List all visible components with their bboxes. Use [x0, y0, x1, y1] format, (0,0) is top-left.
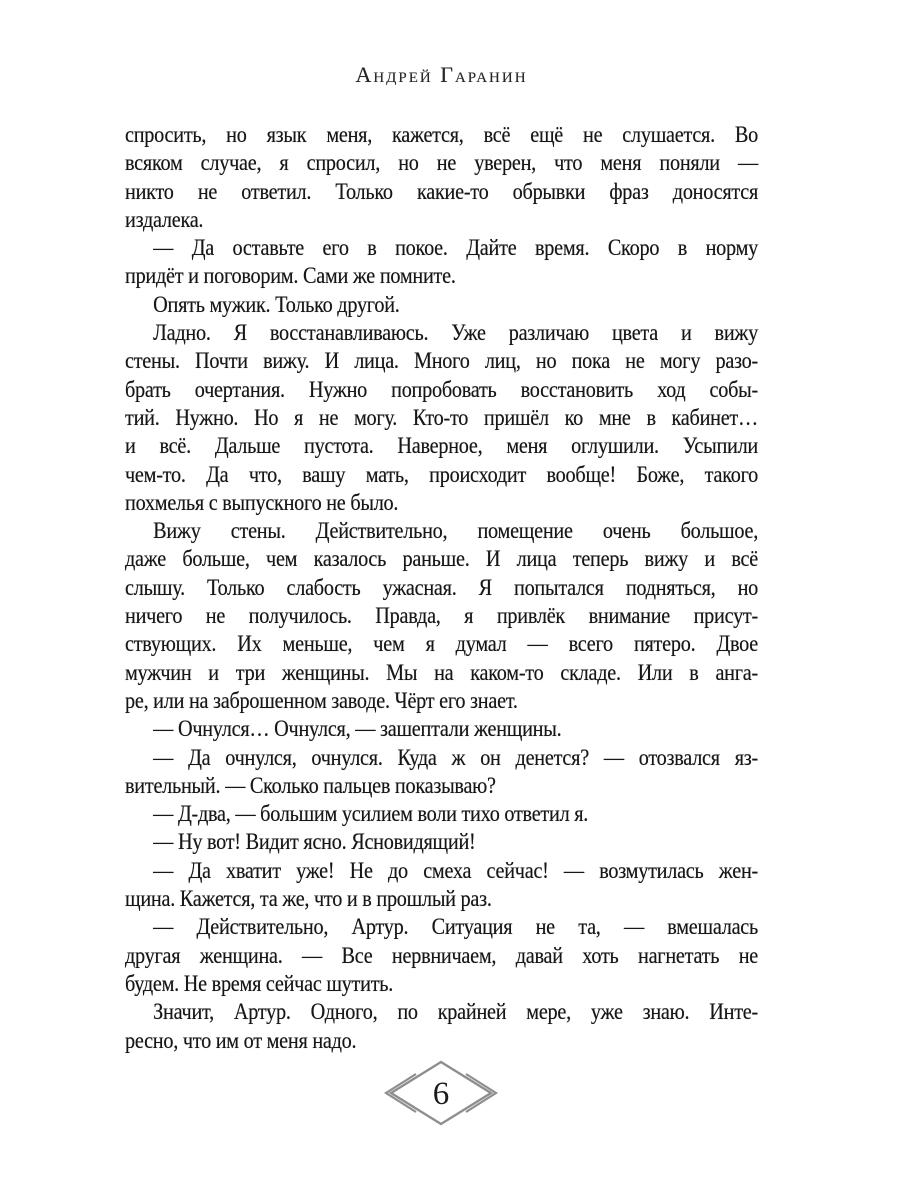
paragraph [125, 121, 758, 234]
text-line: даже больше, чем казалось раньше. И лица теперь вижу и всё [125, 546, 759, 572]
text-line: похмелья с выпускного не было. [125, 489, 399, 515]
paragraph [125, 715, 758, 743]
text-line: ствующих. Их меньше, чем я думал — всего пятеро. Двое [125, 631, 759, 657]
paragraph [125, 517, 758, 715]
text-line: — Да очнулся, очнулся. Куда ж он денется? — отозвался яз- [153, 744, 759, 770]
text-line: брать очертания. Нужно попробовать восстановить ход собы- [125, 376, 759, 402]
text-line: Опять мужик. Только другой. [153, 291, 400, 317]
text-line: чем-то. Да что, вашу мать, происходит вообще! Боже, такого [125, 461, 759, 487]
text-line: — Д-два, — большим усилием воли тихо ответил я. [153, 801, 589, 827]
text-line: спросить, но язык меня, кажется, всё ещё не слушается. Во [125, 122, 759, 147]
running-header-author: Андрей Гаранин [355, 62, 528, 87]
text-line: тий. Нужно. Но я не могу. Кто-то пришёл ко мне в кабинет… [125, 404, 759, 430]
text-line: и всё. Дальше пустота. Наверное, меня оглушили. Усыпили [125, 433, 759, 459]
text-line: стены. Почти вижу. И лица. Много лиц, но пока не могу разо- [125, 348, 759, 374]
page-number: 6 [432, 1076, 450, 1112]
text-line: издалека. [125, 206, 204, 232]
text-line: придёт и поговорим. Сами же помните. [125, 263, 456, 289]
paragraph [125, 857, 758, 914]
text-line: ничего не получилось. Правда, я привлёк внимание присут- [125, 603, 759, 629]
paragraph [125, 828, 758, 856]
text-line: Значит, Артур. Одного, по крайней мере, уже знаю. Инте- [153, 999, 759, 1025]
text-line: мужчин и три женщины. Мы на каком-то складе. Или в анга- [125, 659, 759, 685]
text-line: — Ну вот! Видит ясно. Ясновидящий! [153, 829, 476, 855]
text-line: — Да оставьте его в покое. Дайте время. Скоро в норму [153, 235, 759, 261]
ornament-graphic [356, 1055, 526, 1131]
text-line: — Очнулся… Очнулся, — зашептали женщины. [153, 716, 562, 742]
paragraph [125, 913, 758, 998]
text-line: Вижу стены. Действительно, помещение очень большое, [153, 518, 759, 544]
text-line: — Действительно, Артур. Ситуация не та, — вмешалась [153, 914, 759, 940]
paragraph [125, 319, 758, 517]
text-line: всяком случае, я спросил, но не уверен, что меня поняли — [125, 150, 759, 176]
paragraph [125, 998, 758, 1055]
paragraph [125, 234, 758, 291]
text-line: вительный. — Сколько пальцев показываю? [125, 772, 496, 798]
paragraph [125, 800, 758, 828]
text-line: слышу. Только слабость ужасная. Я попытался подняться, но [125, 574, 759, 600]
text-line: Ладно. Я восстанавливаюсь. Уже различаю цвета и вижу [153, 320, 759, 346]
text-line: будем. Не время сейчас шутить. [125, 970, 394, 996]
text-line: ре, или на заброшенном заводе. Чёрт его знает. [125, 687, 518, 713]
text-line: — Да хватит уже! Не до смеха сейчас! — возмутилась жен- [153, 857, 759, 883]
body-text [125, 121, 758, 1055]
paragraph [125, 291, 758, 319]
page-number-ornament [356, 1055, 526, 1131]
paragraph [125, 744, 758, 801]
text-line: ресно, что им от меня надо. [125, 1027, 357, 1053]
text-line: никто не ответил. Только какие-то обрывки фраз доносятся [125, 178, 759, 204]
text-line: щина. Кажется, та же, что и в прошлый раз. [125, 886, 492, 912]
text-line: другая женщина. — Все нервничаем, давай хоть нагнетать не [125, 942, 759, 968]
